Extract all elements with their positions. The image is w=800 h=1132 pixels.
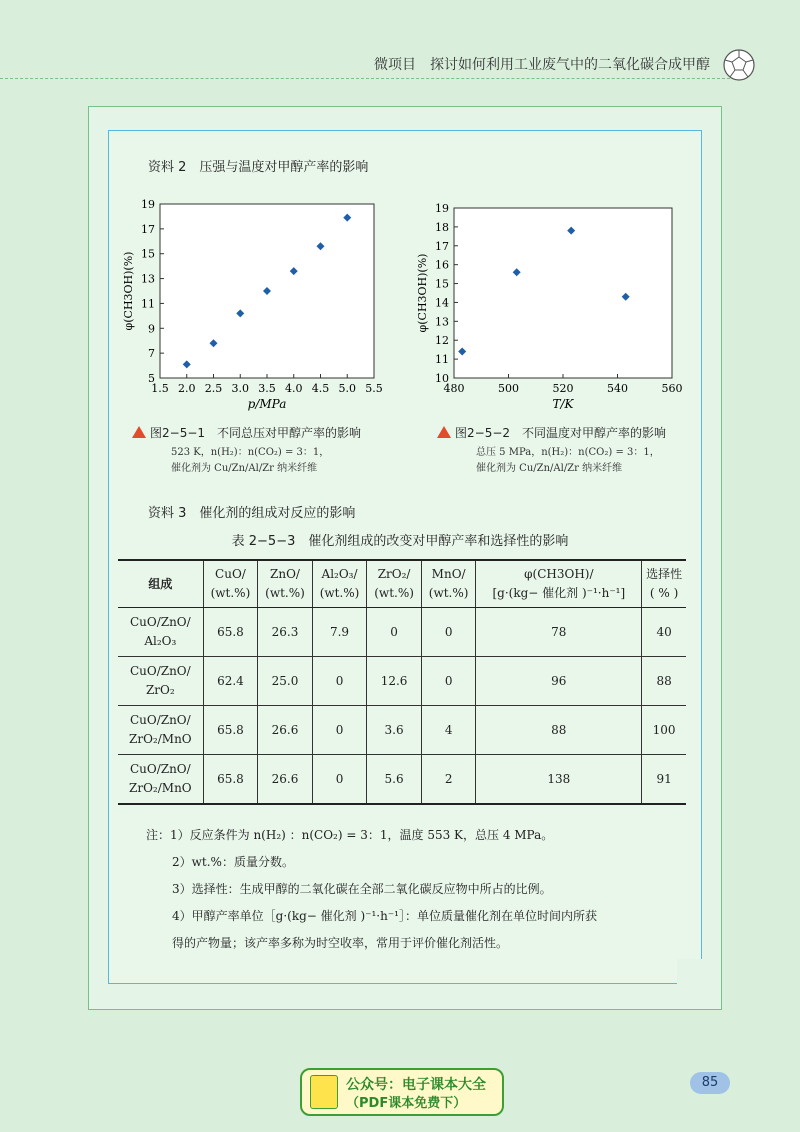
y-tick-label: 19	[141, 198, 155, 211]
x-tick-label: 480	[443, 382, 465, 395]
fullerene-icon	[722, 48, 756, 82]
y-axis-label: φ(CH3OH)(%)	[416, 253, 429, 333]
y-tick-label: 17	[435, 239, 449, 253]
table-cell: 65.8	[203, 706, 258, 755]
table-cell: 88	[642, 657, 686, 706]
notes	[146, 822, 597, 957]
header-title: 微项目 探讨如何利用工业废气中的二氧化碳合成甲醇	[374, 57, 710, 73]
figure-marker-icon	[132, 426, 146, 438]
table-cell: 3.6	[367, 706, 422, 755]
x-tick-label: 5.0	[338, 382, 356, 395]
table-cell: 78	[476, 608, 642, 657]
y-tick-label: 19	[435, 202, 449, 215]
y-tick-label: 5	[148, 372, 155, 385]
x-tick-label: 3.0	[231, 382, 249, 395]
x-tick-label: 560	[661, 382, 683, 395]
banner-line1: 公众号：电子课本大全	[346, 1077, 486, 1093]
material2-title: 资料 2 压强与温度对甲醇产率的影响	[148, 160, 369, 175]
table-cell: 91	[642, 755, 686, 805]
x-tick-label: 520	[552, 382, 574, 395]
pressure-chart	[118, 190, 388, 420]
table-cell: 65.8	[203, 755, 258, 805]
x-tick-label: 5.5	[365, 382, 383, 395]
table-cell: 40	[642, 608, 686, 657]
table-cell: CuO/ZnO/ ZrO₂/MnO	[118, 755, 203, 805]
y-tick-label: 13	[141, 272, 155, 286]
x-tick-label: 4.5	[311, 382, 330, 395]
table-header-cell: ZrO₂/ (wt.%)	[367, 560, 422, 608]
x-axis-label: p/MPa	[247, 397, 287, 411]
y-tick-label: 15	[435, 277, 449, 291]
book-icon	[310, 1075, 338, 1109]
table-cell: 96	[476, 657, 642, 706]
catalyst-table	[118, 559, 686, 805]
table-title: 表 2−5−3 催化剂组成的改变对甲醇产率和选择性的影响	[231, 534, 569, 549]
table-cell: 65.8	[203, 608, 258, 657]
y-tick-label: 14	[435, 296, 449, 310]
table-cell: 0	[312, 657, 367, 706]
table-cell: 100	[642, 706, 686, 755]
table-cell: 25.0	[258, 657, 313, 706]
note-4: 4）甲醇产率单位［g·(kg− 催化剂 )⁻¹·h⁻¹］：单位质量催化剂在单位时间内所获	[172, 909, 597, 923]
table-cell: 26.6	[258, 755, 313, 805]
y-tick-label: 16	[435, 258, 449, 272]
note-3: 3）选择性：生成甲醇的二氧化碳在全部二氧化碳反应物中所占的比例。	[172, 882, 552, 896]
table-cell: 0	[421, 608, 476, 657]
table-header-cell: 组成	[118, 560, 203, 608]
table-cell: CuO/ZnO/ ZrO₂	[118, 657, 203, 706]
x-tick-label: 4.0	[285, 382, 303, 395]
temperature-chart	[408, 190, 688, 420]
table-row	[118, 608, 686, 657]
material3-title: 资料 3 催化剂的组成对反应的影响	[148, 506, 356, 521]
y-tick-label: 7	[148, 347, 155, 361]
y-tick-label: 11	[141, 297, 155, 311]
note-1: 注：1）反应条件为 n(H₂) ：n(CO₂) = 3：1，温度 553 K，总压 4 MPa。	[146, 828, 554, 842]
table-cell: 88	[476, 706, 642, 755]
x-tick-label: 1.5	[151, 382, 169, 395]
table-cell: 2	[421, 755, 476, 805]
figure2-note: 总压 5 MPa，n(H₂)：n(CO₂) = 3：1， 催化剂为 Cu/Zn/Al/Zr 纳米纤维	[476, 447, 660, 474]
y-tick-label: 12	[435, 334, 449, 348]
table-header-cell: 选择性 ( % )	[642, 560, 686, 608]
figure1-note: 523 K，n(H₂)：n(CO₂) = 3：1， 催化剂为 Cu/Zn/Al/Zr 纳米纤维	[171, 447, 330, 474]
table-body	[118, 608, 686, 805]
banner-line2: （PDF课本免费下）	[346, 1096, 467, 1111]
table-cell: 4	[421, 706, 476, 755]
table-header-cell: φ(CH3OH)/ [g·(kg− 催化剂 )⁻¹·h⁻¹]	[476, 560, 642, 608]
y-axis-label: φ(CH3OH)(%)	[122, 251, 135, 331]
table-cell: 62.4	[203, 657, 258, 706]
figure-marker-icon	[437, 426, 451, 438]
page-header	[0, 40, 800, 90]
table-cell: 12.6	[367, 657, 422, 706]
table-header-cell: ZnO/ (wt.%)	[258, 560, 313, 608]
x-tick-label: 2.0	[178, 382, 196, 395]
table-header-row	[118, 560, 686, 608]
page-number: 85	[690, 1072, 730, 1094]
table-cell: 138	[476, 755, 642, 805]
x-axis-label: T/K	[552, 397, 574, 411]
table-cell: 5.6	[367, 755, 422, 805]
table-header-cell: MnO/ (wt.%)	[421, 560, 476, 608]
note-2: 2）wt.%：质量分数。	[172, 855, 294, 869]
table-cell: 26.3	[258, 608, 313, 657]
table-cell: 0	[312, 755, 367, 805]
x-tick-label: 500	[498, 382, 519, 395]
figure1-caption: 图2−5−1 不同总压对甲醇产率的影响	[132, 424, 361, 441]
table-header-cell: CuO/ (wt.%)	[203, 560, 258, 608]
table-row	[118, 755, 686, 805]
header-divider	[0, 78, 730, 79]
y-tick-label: 18	[435, 220, 449, 234]
note-4-continued: 得的产物量；该产率多称为时空收率，常用于评价催化剂活性。	[172, 936, 509, 950]
x-tick-label: 3.5	[258, 382, 276, 395]
plot-area	[454, 208, 672, 378]
table-cell: 0	[367, 608, 422, 657]
table-row	[118, 706, 686, 755]
y-tick-label: 10	[435, 372, 449, 385]
table-header-cell: Al₂O₃/ (wt.%)	[312, 560, 367, 608]
table-row	[118, 657, 686, 706]
y-tick-label: 15	[141, 247, 155, 261]
table-cell: CuO/ZnO/ ZrO₂/MnO	[118, 706, 203, 755]
table-cell: 7.9	[312, 608, 367, 657]
y-tick-label: 17	[141, 222, 155, 236]
y-tick-label: 9	[148, 322, 155, 336]
x-tick-label: 2.5	[204, 382, 223, 395]
y-tick-label: 13	[435, 315, 449, 329]
table-cell: 26.6	[258, 706, 313, 755]
x-tick-label: 540	[607, 382, 628, 395]
table-cell: CuO/ZnO/ Al₂O₃	[118, 608, 203, 657]
watermark-banner	[300, 1068, 504, 1116]
table-cell: 0	[421, 657, 476, 706]
figure2-caption: 图2−5−2 不同温度对甲醇产率的影响	[437, 424, 666, 441]
table-cell: 0	[312, 706, 367, 755]
y-tick-label: 11	[435, 353, 449, 367]
